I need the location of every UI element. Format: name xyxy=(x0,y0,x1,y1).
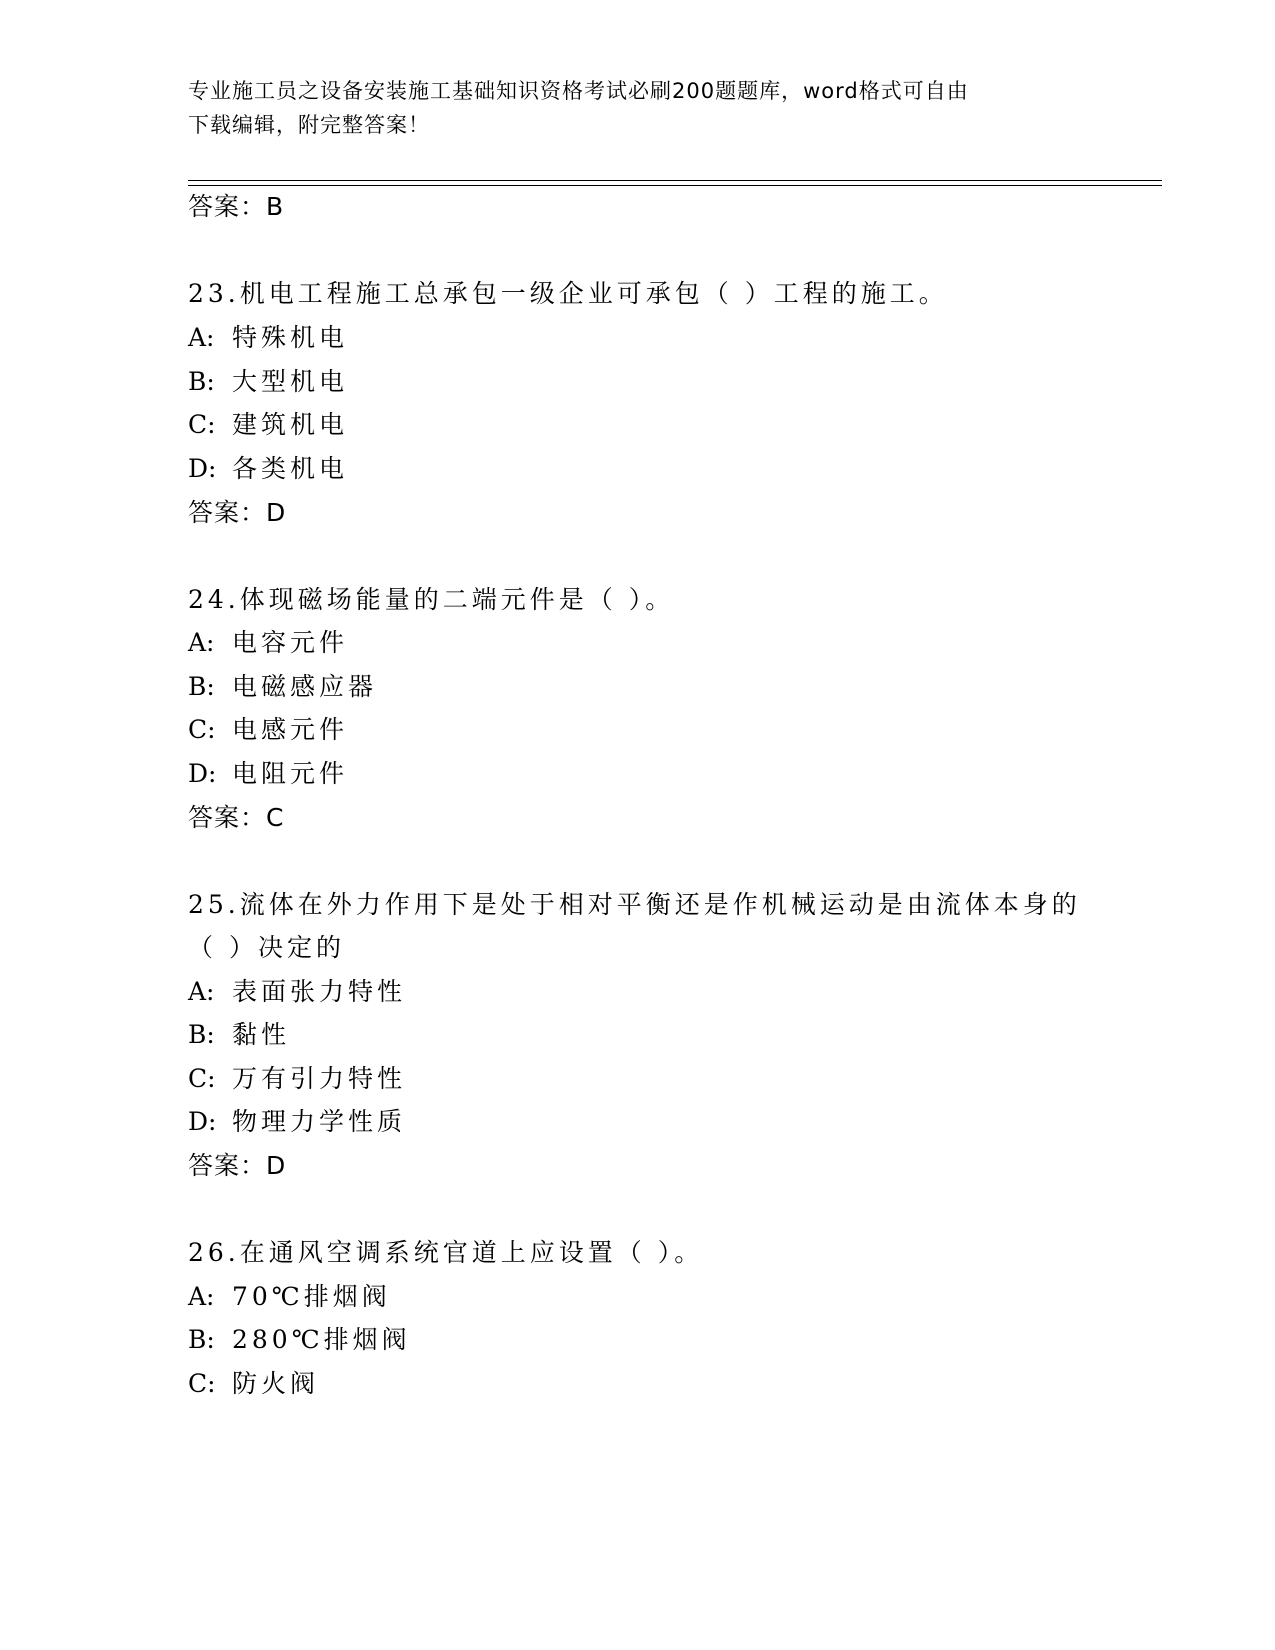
option-text: 280℃排烟阀 xyxy=(232,1325,411,1354)
option-text: 各类机电 xyxy=(232,454,349,483)
header-line-1: 专业施工员之设备安装施工基础知识资格考试必刷200题题库，word格式可自由 xyxy=(188,79,969,103)
question-23-option-c xyxy=(188,408,348,442)
question-23-answer: 答案：D xyxy=(188,498,287,527)
option-text: 特殊机电 xyxy=(232,323,349,352)
question-23-option-d xyxy=(188,452,348,486)
option-letter: C: xyxy=(188,1369,216,1398)
option-text: 电磁感应器 xyxy=(232,672,378,701)
question-26-option-c xyxy=(188,1367,319,1401)
question-23-option-a xyxy=(188,321,348,355)
question-25-option-d xyxy=(188,1105,406,1139)
question-24-option-d xyxy=(188,757,348,791)
question-24-option-b xyxy=(188,670,377,704)
question-25-option-b xyxy=(188,1018,290,1052)
option-letter: B: xyxy=(188,1020,215,1049)
option-text: 电感元件 xyxy=(232,715,349,744)
option-letter: A: xyxy=(188,1282,215,1311)
question-26-option-b xyxy=(188,1323,411,1357)
option-letter: B: xyxy=(188,1325,215,1354)
option-letter: A: xyxy=(188,628,215,657)
option-letter: D: xyxy=(188,454,217,483)
option-letter: B: xyxy=(188,672,215,701)
option-text: 电容元件 xyxy=(232,628,349,657)
question-25-stem: 25.流体在外力作用下是处于相对平衡还是作机械运动是由流体本身的 xyxy=(188,890,1081,919)
option-text: 表面张力特性 xyxy=(232,977,407,1006)
question-24-stem: 24.体现磁场能量的二端元件是（ ）。 xyxy=(188,585,675,614)
question-23-stem: 23.机电工程施工总承包一级企业可承包（ ）工程的施工。 xyxy=(188,279,948,308)
question-25-option-a xyxy=(188,975,406,1009)
question-24-answer: 答案：C xyxy=(188,803,285,832)
option-text: 建筑机电 xyxy=(232,410,349,439)
question-26-stem: 26.在通风空调系统官道上应设置（ ）。 xyxy=(188,1238,704,1267)
header-line-2: 下载编辑，附完整答案！ xyxy=(188,113,430,137)
option-letter: C: xyxy=(188,410,216,439)
option-letter: D: xyxy=(188,1107,217,1136)
option-text: 电阻元件 xyxy=(232,759,349,788)
question-25-answer: 答案：D xyxy=(188,1151,287,1180)
option-letter: C: xyxy=(188,1064,216,1093)
option-text: 黏性 xyxy=(232,1020,291,1049)
option-text: 大型机电 xyxy=(232,367,349,396)
option-text: 物理力学性质 xyxy=(232,1107,407,1136)
header-divider-top xyxy=(188,180,1162,181)
option-letter: B: xyxy=(188,367,215,396)
question-23-option-b xyxy=(188,365,348,399)
option-text: 防火阀 xyxy=(232,1369,320,1398)
option-letter: A: xyxy=(188,977,215,1006)
option-text: 70℃排烟阀 xyxy=(232,1282,391,1311)
header-divider-bottom xyxy=(188,185,1162,186)
question-24-option-a xyxy=(188,626,348,660)
option-letter: A: xyxy=(188,323,215,352)
document-header xyxy=(188,74,1088,142)
previous-answer: 答案：B xyxy=(188,192,285,221)
question-25-option-c xyxy=(188,1062,406,1096)
question-25-stem-continued: （ ）决定的 xyxy=(188,933,345,962)
question-26-option-a xyxy=(188,1280,391,1314)
option-text: 万有引力特性 xyxy=(232,1064,407,1093)
option-letter: D: xyxy=(188,759,217,788)
option-letter: C: xyxy=(188,715,216,744)
question-24-option-c xyxy=(188,713,348,747)
